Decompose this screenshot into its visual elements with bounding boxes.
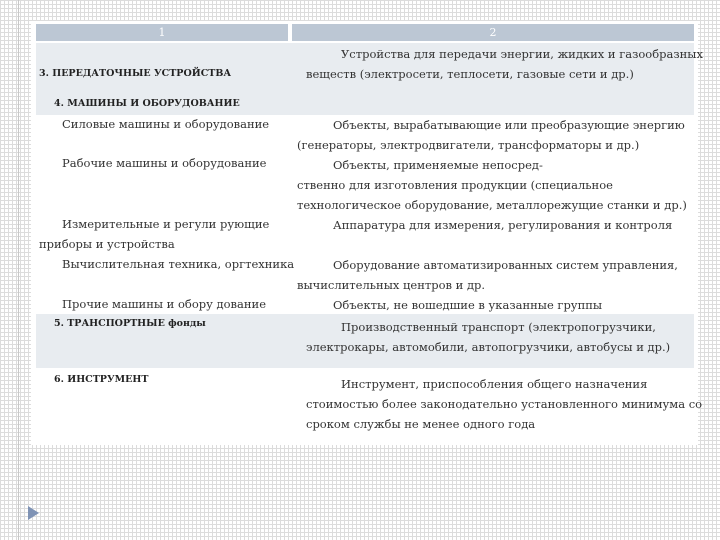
machines-measuring-line1: Измерительные и регули рующие — [62, 217, 270, 231]
column-header-2: 2 — [292, 24, 694, 41]
machines-working-desc-line2: ственно для изготовления продукции (специальное — [297, 178, 613, 192]
row-transmission-desc-line1: Устройства для передачи энергии, жидких и газообразных — [341, 47, 703, 61]
row-divider — [36, 368, 694, 369]
machines-other: Прочие машины и обору дование — [62, 297, 267, 311]
fixed-assets-table — [31, 21, 703, 445]
row-transport-desc-line2: электрокары, автомобили, автопогрузчики, автобусы и др.) — [306, 340, 671, 354]
row-machines-title: 4. МАШИНЫ И ОБОРУДОВАНИЕ — [54, 98, 240, 109]
row-transmission-desc-line2: веществ (электросети, теплосети, газовые сети и др.) — [306, 67, 634, 81]
next-slide-arrow-icon[interactable] — [28, 506, 39, 520]
column-header-1: 1 — [36, 24, 288, 41]
machines-working: Рабочие машины и оборудование — [62, 156, 267, 170]
machines-power-desc-line1: Объекты, вырабатывающие или преобразующие энергию — [333, 118, 685, 132]
row-tools-title: 6. ИНСТРУМЕНТ — [54, 374, 149, 385]
machines-measuring-desc: Аппаратура для измерения, регулирования и контроля — [333, 218, 673, 232]
row-tools-desc-line1: Инструмент, приспособления общего назначения — [341, 377, 648, 391]
row-transport-desc-line1: Производственный транспорт (электропогрузчики, — [341, 320, 656, 334]
machines-computing-desc-line1: Оборудование автоматизированных систем управления, — [333, 258, 678, 272]
machines-working-desc-line1: Объекты, применяемые непосред- — [333, 158, 543, 172]
machines-power: Силовые машины и оборудование — [62, 117, 270, 131]
row-transmission-title: 3. ПЕРЕДАТОЧНЫЕ УСТРОЙСТВА — [39, 68, 232, 79]
row-tools-desc-line2: стоимостью более законодательно установленного минимума со — [306, 397, 703, 411]
machines-working-desc-line3: технологическое оборудование, металлорежущие станки и др.) — [297, 198, 687, 212]
machines-computing-desc-line2: вычислительных центров и др. — [297, 278, 486, 292]
machines-power-desc-line2: (генераторы, электродвигатели, трансформаторы и др.) — [297, 138, 640, 152]
row-tools-desc-line3: сроком службы не менее одного года — [306, 417, 536, 431]
machines-other-desc: Объекты, не вошедшие в указанные группы — [333, 298, 603, 312]
slide-left-rule — [18, 0, 19, 540]
machines-measuring-line2: приборы и устройства — [39, 237, 175, 251]
machines-computing: Вычислительная техника, оргтехника — [62, 257, 295, 271]
row-transport-title: 5. ТРАНСПОРТНЫЕ фонды — [54, 318, 206, 329]
